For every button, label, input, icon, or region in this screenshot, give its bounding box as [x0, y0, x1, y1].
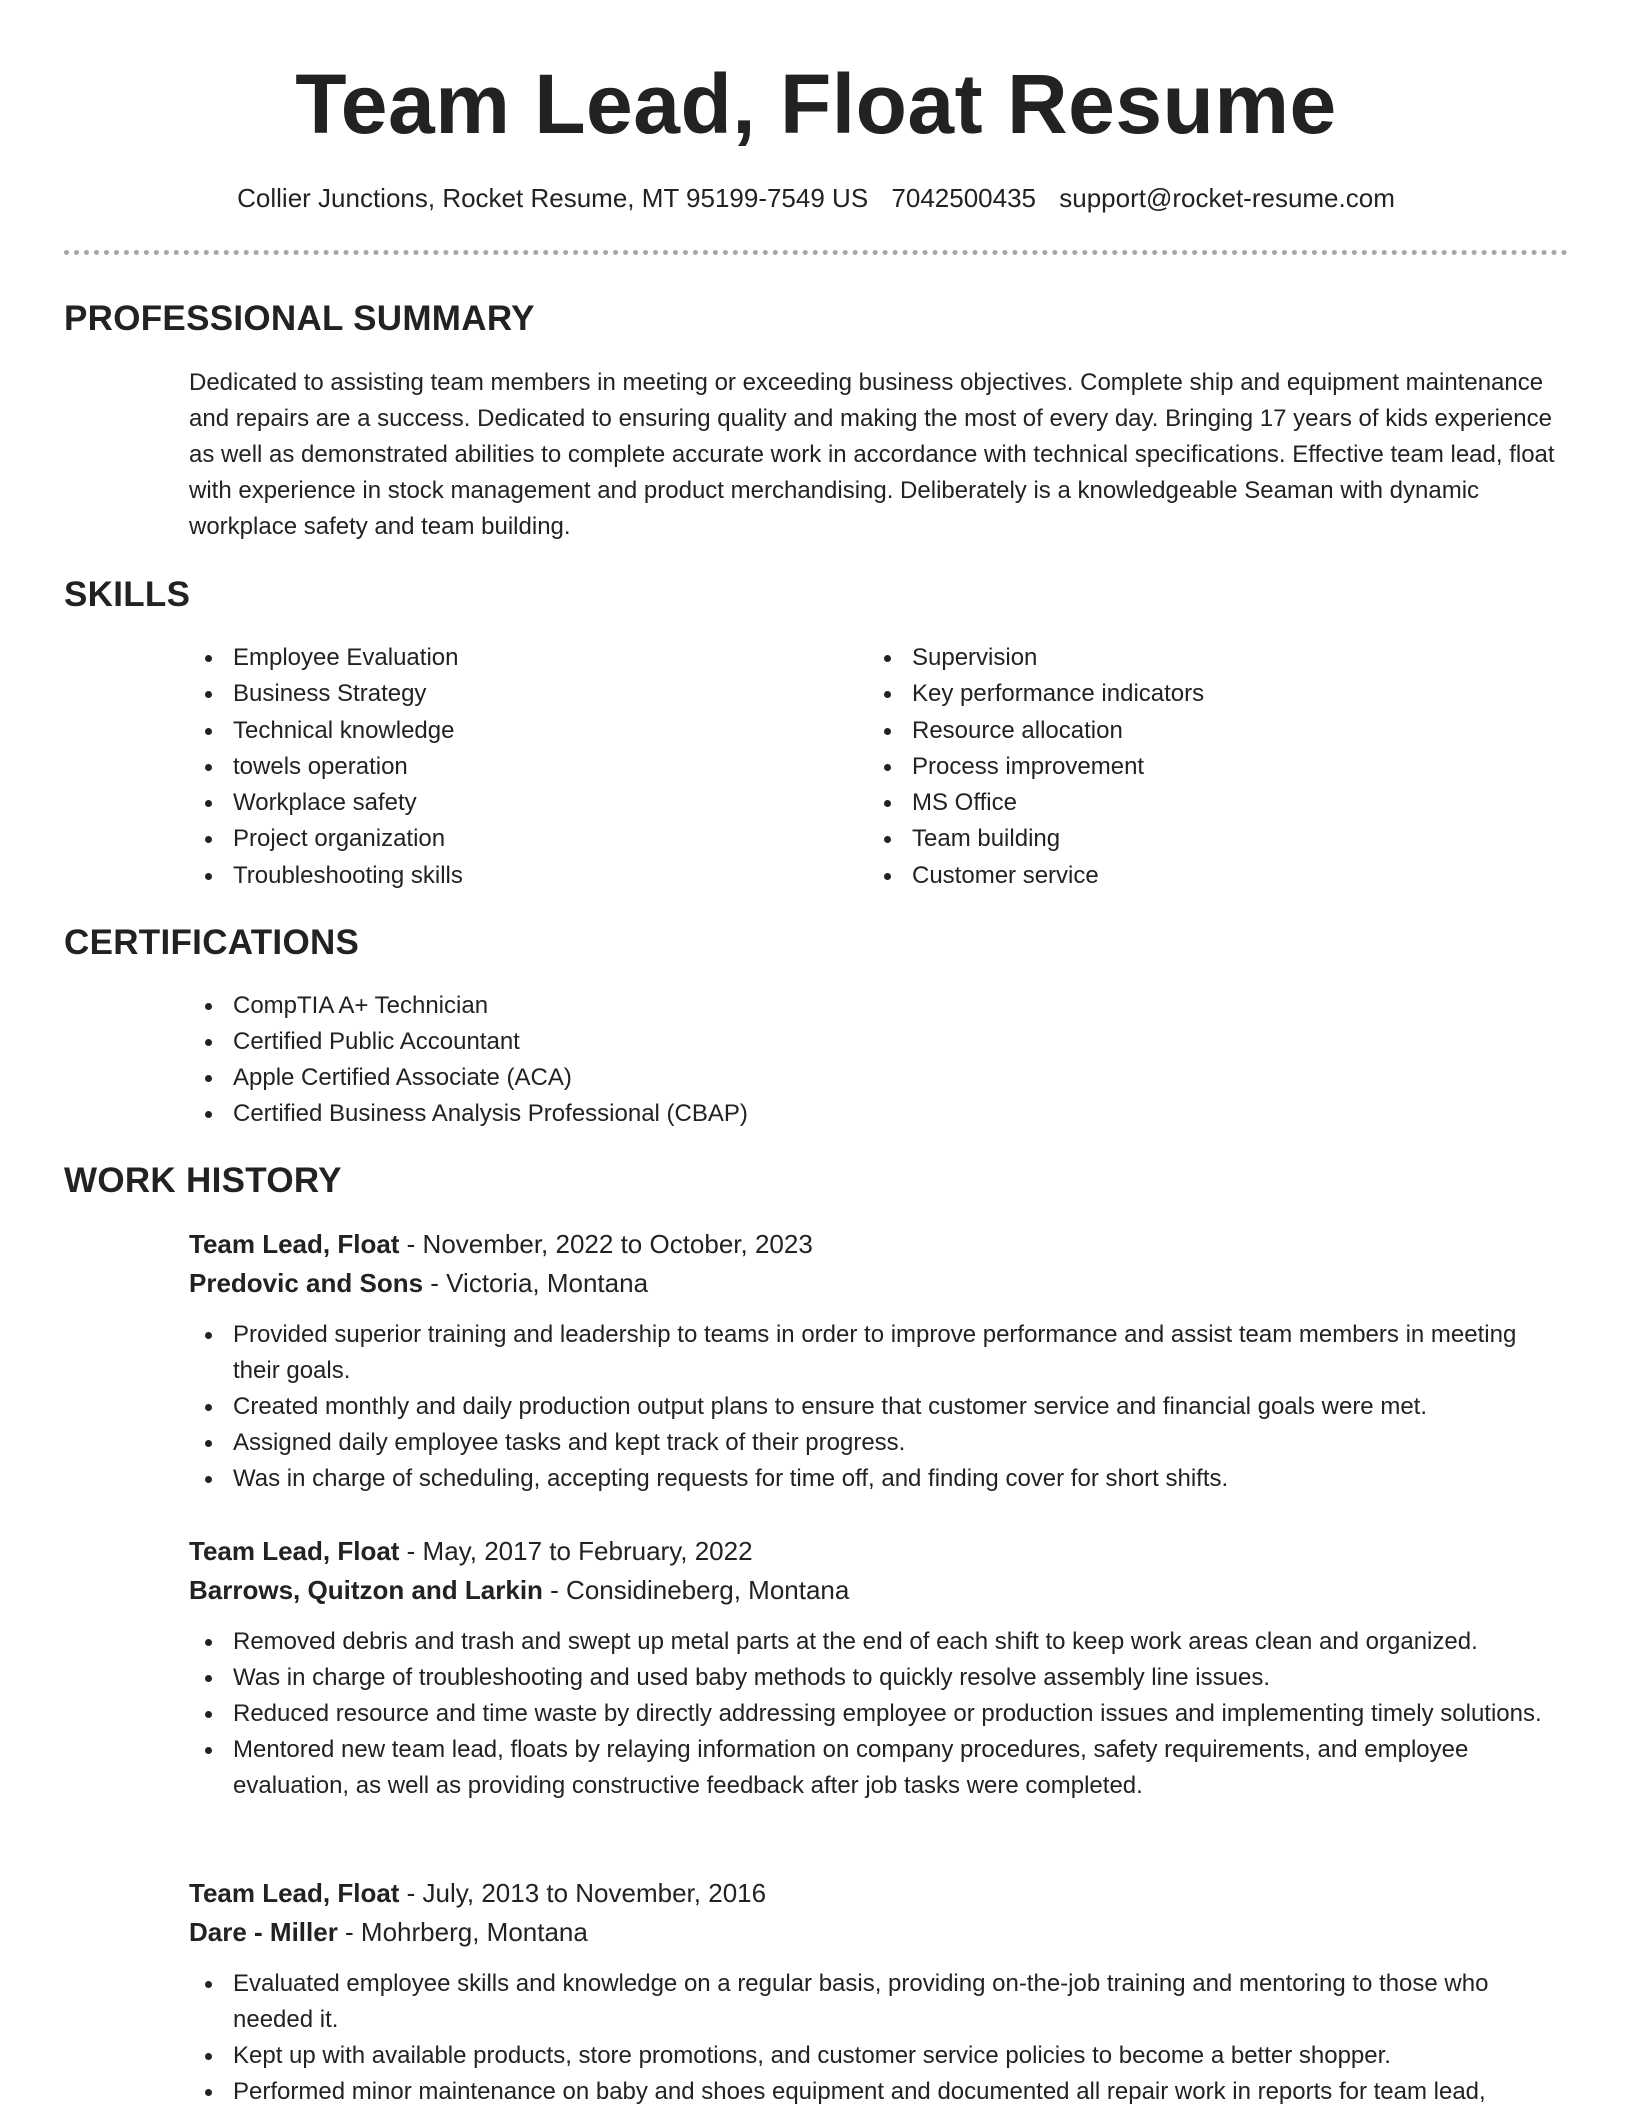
skill-item: Team building [868, 821, 1508, 857]
certification-item: Certified Public Accountant [189, 1024, 1389, 1060]
skill-item: Troubleshooting skills [189, 858, 829, 894]
skills-heading: SKILLS [64, 575, 191, 614]
job-location: - Considineberg, Montana [542, 1575, 850, 1605]
contact-info [0, 178, 1632, 218]
job-bullet: Evaluated employee skills and knowledge on a regular basis, providing on-the-job training and mentoring to those who needed it. [189, 1966, 1569, 2038]
skill-item: Business Strategy [189, 676, 829, 712]
job-bullets [189, 1317, 1569, 1497]
work-history-heading: WORK HISTORY [64, 1161, 342, 1200]
contact-address: Collier Junctions, Rocket Resume, MT 95199-7549 US [237, 183, 869, 213]
contact-email: support@rocket-resume.com [1059, 183, 1395, 213]
skill-item: Process improvement [868, 749, 1508, 785]
job-location: - Mohrberg, Montana [337, 1917, 588, 1947]
job-title-line [189, 1532, 1569, 1571]
work-history-entry [189, 1532, 1569, 1804]
certification-item: Apple Certified Associate (ACA) [189, 1060, 1389, 1096]
skills-column-left [189, 640, 829, 894]
job-bullets [189, 1624, 1569, 1804]
job-bullet: Created monthly and daily production output plans to ensure that customer service and financial goals were met. [189, 1389, 1569, 1425]
job-company: Dare - Miller [189, 1917, 338, 1947]
skill-item: towels operation [189, 749, 829, 785]
job-title: Team Lead, Float [189, 1878, 400, 1908]
job-bullet: Was in charge of scheduling, accepting requests for time off, and finding cover for short shifts. [189, 1461, 1569, 1497]
job-title: Team Lead, Float [189, 1229, 400, 1259]
certification-item: CompTIA A+ Technician [189, 988, 1389, 1024]
certification-item: Certified Business Analysis Professional (CBAP) [189, 1096, 1389, 1132]
job-bullet: Kept up with available products, store promotions, and customer service policies to become a better shopper. [189, 2038, 1569, 2074]
job-bullet: Mentored new team lead, floats by relaying information on company procedures, safety requirements, and employee evaluation, as well as providing constructive feedback after job tasks were completed. [189, 1732, 1569, 1804]
skill-item: Supervision [868, 640, 1508, 676]
certifications-list [189, 988, 1389, 1132]
job-company: Barrows, Quitzon and Larkin [189, 1575, 543, 1605]
resume-title: Team Lead, Float Resume [295, 57, 1337, 151]
job-company-line [189, 1571, 1569, 1610]
skill-item: Resource allocation [868, 713, 1508, 749]
header-divider [64, 250, 1568, 255]
skill-item: Technical knowledge [189, 713, 829, 749]
contact-phone: 7042500435 [891, 183, 1037, 213]
job-bullet: Removed debris and trash and swept up metal parts at the end of each shift to keep work areas clean and organized. [189, 1624, 1569, 1660]
job-dates: - July, 2013 to November, 2016 [399, 1878, 767, 1908]
work-history-entry [189, 1225, 1569, 1497]
job-bullet: Was in charge of troubleshooting and used baby methods to quickly resolve assembly line issues. [189, 1660, 1569, 1696]
skill-item: MS Office [868, 785, 1508, 821]
job-bullet: Provided superior training and leadership to teams in order to improve performance and assist team members in meeting their goals. [189, 1317, 1569, 1389]
job-company: Predovic and Sons [189, 1268, 424, 1298]
job-dates: - May, 2017 to February, 2022 [399, 1536, 753, 1566]
certifications-heading: CERTIFICATIONS [64, 923, 360, 962]
job-location: - Victoria, Montana [423, 1268, 649, 1298]
job-bullet: Reduced resource and time waste by directly addressing employee or production issues and implementing timely solutions. [189, 1696, 1569, 1732]
job-dates: - November, 2022 to October, 2023 [399, 1229, 813, 1259]
job-title-line [189, 1874, 1569, 1913]
job-bullet: Performed minor maintenance on baby and shoes equipment and documented all repair work in reports for team lead, [189, 2074, 1569, 2110]
skill-item: Workplace safety [189, 785, 829, 821]
job-company-line [189, 1913, 1569, 1952]
skill-item: Customer service [868, 858, 1508, 894]
skills-column-right [868, 640, 1508, 894]
work-history-entry [189, 1874, 1569, 2110]
job-title-line [189, 1225, 1569, 1264]
professional-summary-text: Dedicated to assisting team members in meeting or exceeding business objectives. Complete ship and equipment maintenance and repairs are a success. Dedicated to ensuring quality and making the most of every day. Bringing 17 years of kids experience as well as demonstrated abilities to complete accurate work in accordance with technical specifications. Effective team lead, float with experience in stock management and product merchandising. Deliberately is a knowledgeable Seaman with dynamic workplace safety and team building. [189, 369, 1555, 540]
professional-summary-heading: PROFESSIONAL SUMMARY [64, 299, 535, 338]
skill-item: Key performance indicators [868, 676, 1508, 712]
job-title: Team Lead, Float [189, 1536, 400, 1566]
job-company-line [189, 1264, 1569, 1303]
skill-item: Project organization [189, 821, 829, 857]
job-bullets [189, 1966, 1569, 2110]
skill-item: Employee Evaluation [189, 640, 829, 676]
job-bullet: Assigned daily employee tasks and kept track of their progress. [189, 1425, 1569, 1461]
